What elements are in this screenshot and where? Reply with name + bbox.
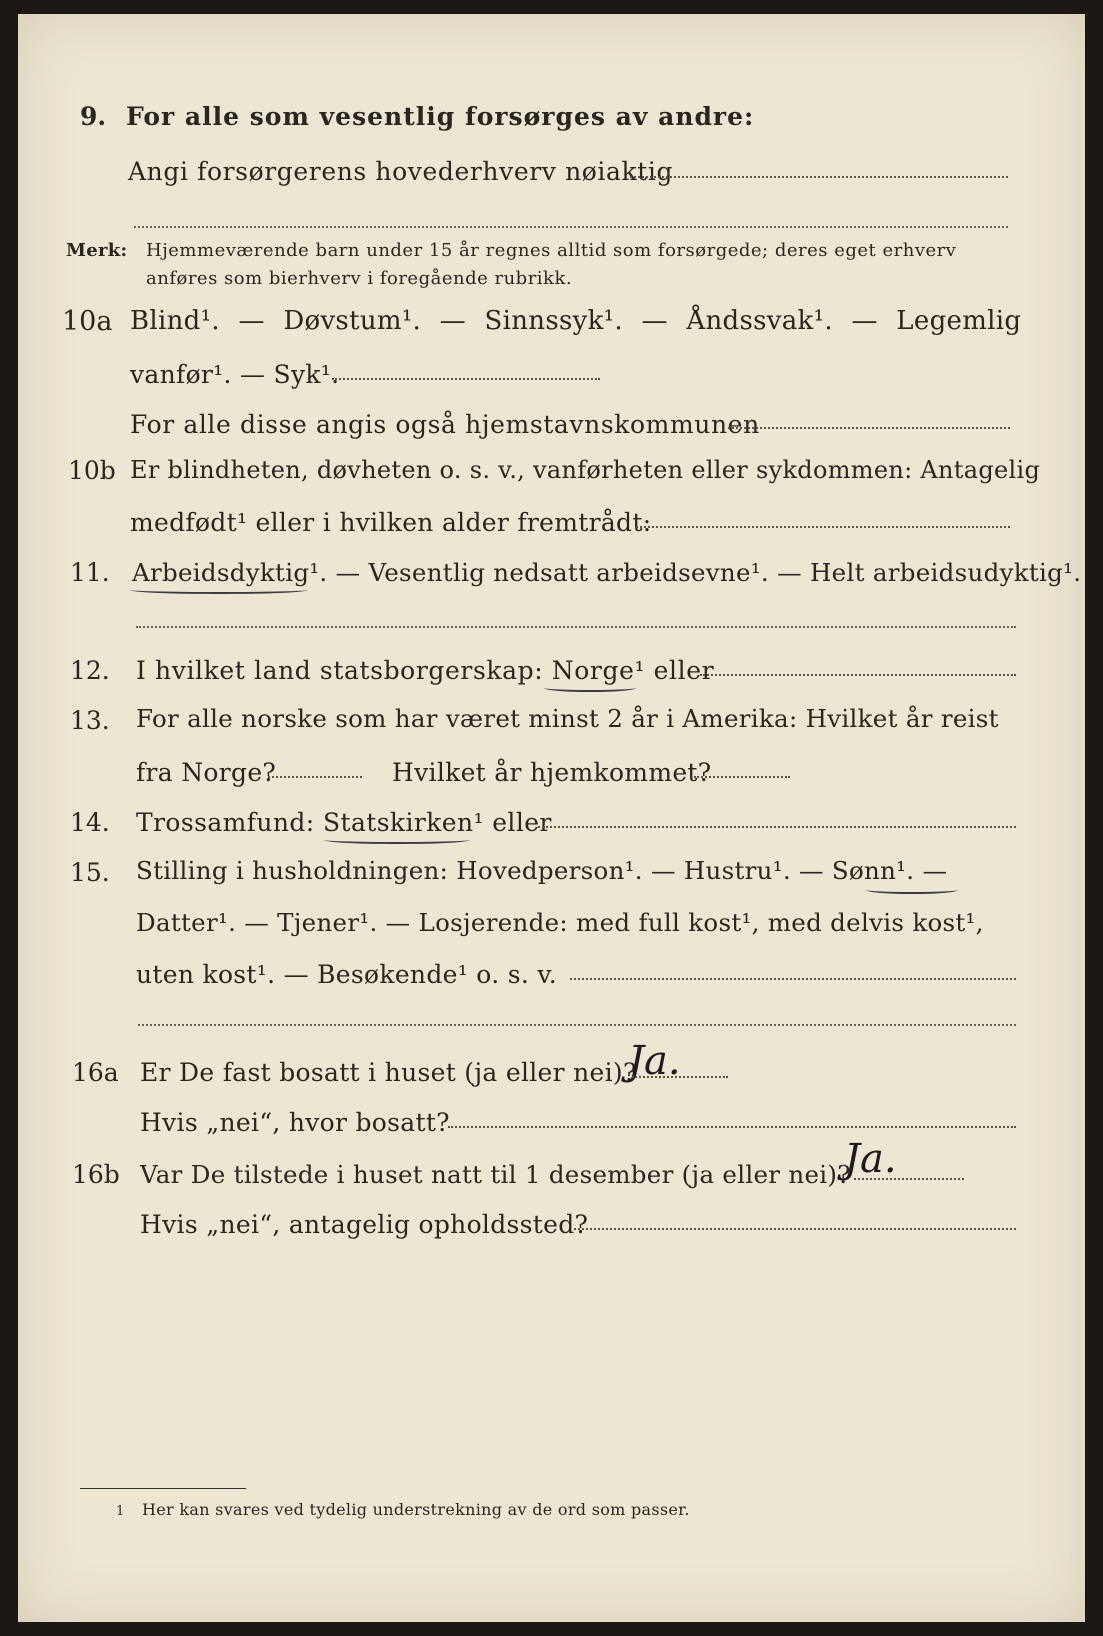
q14-line1: Trossamfund: Statskirken¹ eller — [136, 808, 552, 837]
q10a-line2: vanfør¹. — Syk¹. — [130, 360, 340, 389]
q16a-number: 16a — [72, 1058, 119, 1087]
footnote-rule — [80, 1488, 246, 1489]
q15-answer-line — [570, 978, 1016, 980]
q10b-number: 10b — [68, 456, 116, 485]
q16b-number: 16b — [72, 1160, 120, 1189]
q9-answer-line-2 — [134, 226, 1008, 228]
footnote-text: Her kan svares ved tydelig understrekning av de ord som passer. — [142, 1500, 690, 1519]
q16b-line2: Hvis „nei“, antagelig opholdssted? — [140, 1210, 589, 1239]
q12-number: 12. — [70, 656, 110, 685]
q13-hjemkommet-line — [694, 776, 790, 778]
q16a-line2: Hvis „nei“, hvor bosatt? — [140, 1108, 450, 1137]
q10a-line1: Blind¹. — Døvstum¹. — Sinnssyk¹. — Åndssvak¹. — Legemlig — [130, 306, 1022, 336]
q10a-answer-line — [332, 378, 600, 380]
q15-line1: Stilling i husholdningen: Hovedperson¹. — Hustru¹. — Sønn¹. — — [136, 856, 948, 885]
q16b-line1: Var De tilstede i huset natt til 1 desember (ja eller nei)? — [140, 1160, 851, 1189]
q16b-handwritten-answer: Ja. — [844, 1136, 897, 1182]
q14-answer-line — [538, 826, 1016, 828]
q9-answer-line — [630, 176, 1008, 178]
q10a-line3: For alle disse angis også hjemstavnskommunen — [130, 410, 760, 439]
q14-number: 14. — [70, 808, 110, 837]
q10a-number: 10a — [62, 306, 113, 337]
merk-line1: Hjemmeværende barn under 15 år regnes alltid som forsørgede; deres eget erhverv — [146, 240, 957, 261]
q12-line1: I hvilket land statsborgerskap: Norge¹ eller — [136, 656, 715, 685]
q16a-bosatt-line — [448, 1126, 1016, 1128]
q11-number: 11. — [70, 558, 110, 587]
q13-hjemkommet: Hvilket år hjemkommet? — [392, 758, 712, 787]
footnote-mark: 1 — [116, 1504, 125, 1519]
q10b-line2: medfødt¹ eller i hvilken alder fremtrådt: — [130, 508, 652, 537]
q16a-line1: Er De fast bosatt i huset (ja eller nei)? — [140, 1058, 637, 1087]
q9-heading: For alle som vesentlig forsørges av andre: — [126, 102, 755, 131]
q10a-hjemstavn-line — [728, 427, 1010, 429]
q15-line2: Datter¹. — Tjener¹. — Losjerende: med full kost¹, med delvis kost¹, — [136, 908, 984, 937]
merk-line2: anføres som bierhverv i foregående rubrikk. — [146, 268, 573, 289]
q13-number: 13. — [70, 706, 110, 735]
q16b-opholdssted-line — [574, 1228, 1016, 1230]
q11-answer-line — [136, 626, 1016, 628]
census-form-page — [18, 14, 1085, 1622]
q9-number: 9. — [80, 102, 107, 131]
q15-line3: uten kost¹. — Besøkende¹ o. s. v. — [136, 960, 558, 989]
q11-arbeidsdyktig-underline — [130, 586, 308, 594]
merk-label: Merk: — [66, 240, 128, 261]
q12-norge-underline — [544, 684, 636, 692]
q13-fra-norge: fra Norge? — [136, 758, 277, 787]
q16a-handwritten-answer: Ja. — [628, 1038, 681, 1084]
q16a-answer-line — [632, 1076, 728, 1078]
q12-answer-line — [700, 674, 1016, 676]
q11-line1: Arbeidsdyktig¹. — Vesentlig nedsatt arbeidsevne¹. — Helt arbeidsudyktig¹. — [132, 558, 1082, 587]
q16b-answer-line — [854, 1178, 964, 1180]
q10b-answer-line — [636, 526, 1010, 528]
q13-line1: For alle norske som har været minst 2 år i Amerika: Hvilket år reist — [136, 704, 999, 733]
q15-number: 15. — [70, 858, 110, 887]
q9-line2: Angi forsørgerens hovederhverv nøiaktig — [128, 157, 674, 186]
q15-answer-line-2 — [138, 1024, 1016, 1026]
q13-reist-line — [268, 776, 362, 778]
q14-statskirken-underline — [324, 836, 470, 844]
q10b-line1: Er blindheten, døvheten o. s. v., vanførheten eller sykdommen: Antagelig — [130, 456, 1041, 484]
q15-sonn-underline — [866, 886, 958, 894]
